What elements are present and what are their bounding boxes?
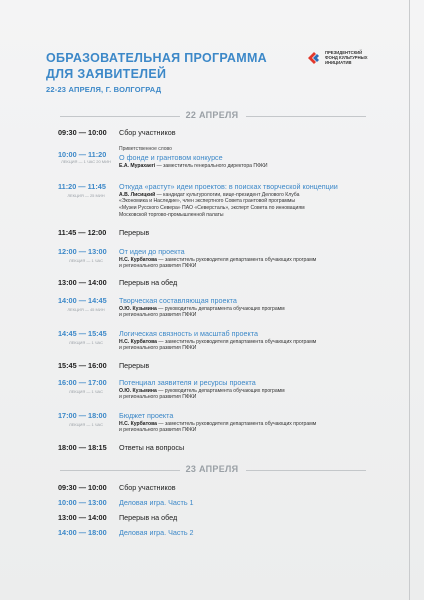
item-title: Перерыв на обед xyxy=(119,513,178,522)
speaker-name: Н.С. Курбатова xyxy=(119,338,158,345)
speaker-desc: Московской торгово-промышленной палаты xyxy=(119,211,224,218)
item-time: 11:20 — 11:45 xyxy=(58,182,106,191)
item-time: 18:00 — 18:15 xyxy=(58,443,107,452)
item-time: 14:00 — 18:00 xyxy=(58,528,107,537)
item-lecture: ЛЕКЦИЯ — 45 МИН xyxy=(67,307,105,312)
logo-mark-icon xyxy=(307,51,321,65)
item-title: От идеи до проекта xyxy=(119,247,185,256)
item-title: Бюджет проекта xyxy=(119,411,174,420)
item-title: Потенциал заявителя и ресурсы проекта xyxy=(119,378,256,387)
item-lecture: ЛЕКЦИЯ — 1 ЧАС xyxy=(68,422,104,427)
speaker-name: О.Ю. Кузьмина xyxy=(119,305,157,312)
item-title: Творческая составляющая проекта xyxy=(119,296,237,305)
logo-text-2: ФОНД КУЛЬТУРНЫХ xyxy=(325,55,368,60)
speaker-desc: и регионального развития ПФКИ xyxy=(119,312,197,319)
speaker-desc: — руководитель департамента обучающих программ xyxy=(156,387,285,394)
item-title: Перерыв на обед xyxy=(119,278,178,287)
item-time: 15:45 — 16:00 xyxy=(58,361,107,370)
item-time: 14:45 — 15:45 xyxy=(58,329,107,338)
item-lecture: ЛЕКЦИЯ — 1 ЧАС xyxy=(68,389,104,394)
item-time: 17:00 — 18:00 xyxy=(58,411,107,420)
title-line-1: ОБРАЗОВАТЕЛЬНАЯ ПРОГРАММА xyxy=(46,51,267,65)
speaker-desc: — заместитель руководителя департамента обучающих программ xyxy=(157,256,317,263)
speaker-name: О.Ю. Кузьмина xyxy=(119,387,157,394)
item-title: Логическая связность и масштаб проекта xyxy=(119,329,258,338)
item-lecture: ЛЕКЦИЯ — 1 ЧАС 20 МИН xyxy=(61,159,111,164)
day-1-label: 22 АПРЕЛЯ xyxy=(185,110,239,120)
logo-text-1: ПРЕЗИДЕНТСКИЙ xyxy=(325,50,363,55)
event-dates: 22-23 АПРЕЛЯ, Г. ВОЛГОГРАД xyxy=(46,85,162,94)
day-2-header xyxy=(0,464,424,474)
item-title: Ответы на вопросы xyxy=(119,443,185,452)
pfki-logo xyxy=(307,50,387,74)
speaker-desc: «Экономика и Наследие», член экспертного Совета грантовой программы xyxy=(119,198,296,205)
speaker-desc: и регионального развития ПФКИ xyxy=(119,345,197,352)
item-time: 09:30 — 10:00 xyxy=(58,128,107,137)
item-lecture: ЛЕКЦИЯ — 1 ЧАС xyxy=(68,258,104,263)
speaker-name: Е.А. Мурахаеri xyxy=(119,162,156,169)
speaker-desc: — кандидат культурологии, вице-президент Делового Клуба xyxy=(155,191,300,198)
item-title: Сбор участников xyxy=(119,128,176,137)
speaker-desc: — заместитель генерального директора ПФКИ xyxy=(155,162,268,169)
item-time: 11:45 — 12:00 xyxy=(58,228,107,237)
speaker-name: Н.С. Курбатова xyxy=(119,420,158,427)
speaker-name: А.В. Лисицкий xyxy=(119,191,156,198)
item-lecture: ЛЕКЦИЯ — 25 МИН xyxy=(67,193,105,198)
item-preface: Приветственное слово xyxy=(119,146,172,152)
item-time: 14:00 — 14:45 xyxy=(58,296,107,305)
item-time: 12:00 — 13:00 xyxy=(58,247,107,256)
item-title: Перерыв xyxy=(119,361,150,370)
speaker-desc: — заместитель руководителя департамента обучающих программ xyxy=(157,420,317,427)
item-time: 10:00 — 13:00 xyxy=(58,498,107,507)
speaker-desc: — заместитель руководителя департамента обучающих программ xyxy=(157,338,317,345)
paper-edge xyxy=(409,0,410,600)
day-1-header xyxy=(0,110,424,120)
item-title: О фонде и грантовом конкурсе xyxy=(119,153,223,162)
item-lecture: ЛЕКЦИЯ — 1 ЧАС xyxy=(68,340,104,345)
speaker-desc: и регионального развития ПФКИ xyxy=(119,394,197,401)
item-time: 13:00 — 14:00 xyxy=(58,278,107,287)
item-title: Перерыв xyxy=(119,228,150,237)
day-2-label: 23 АПРЕЛЯ xyxy=(185,464,239,474)
speaker-name: Н.С. Курбатова xyxy=(119,256,158,263)
item-title: Откуда «растут» идеи проектов: в поисках творческой концепции xyxy=(119,182,338,191)
logo-text-3: ИНИЦИАТИВ xyxy=(325,60,352,65)
item-time: 10:00 — 11:20 xyxy=(58,150,107,159)
speaker-desc: и регионального развития ПФКИ xyxy=(119,427,197,434)
item-title: Деловая игра. Часть 2 xyxy=(119,528,194,537)
item-time: 09:30 — 10:00 xyxy=(58,483,107,492)
item-title: Деловая игра. Часть 1 xyxy=(119,498,194,507)
item-time: 16:00 — 17:00 xyxy=(58,378,107,387)
item-title: Сбор участников xyxy=(119,483,176,492)
title-line-2: ДЛЯ ЗАЯВИТЕЛЕЙ xyxy=(46,67,167,81)
item-time: 13:00 — 14:00 xyxy=(58,513,107,522)
speaker-desc: и регионального развития ПФКИ xyxy=(119,263,197,270)
speaker-desc: «Музеи Русского Севера» ПАО «Северсталь», эксперт Совета по инновациям xyxy=(119,204,305,211)
speaker-desc: — руководитель департамента обучающих программ xyxy=(156,305,285,312)
